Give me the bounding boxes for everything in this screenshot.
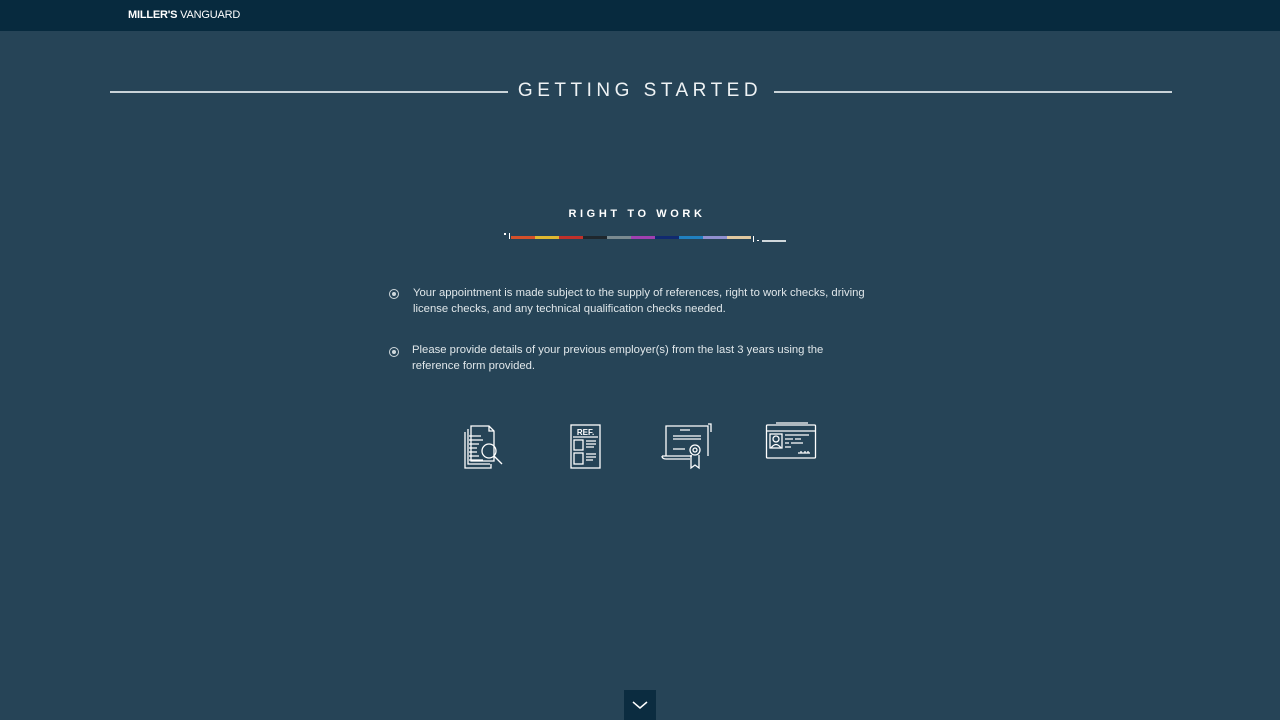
color-bar-segment xyxy=(631,236,655,239)
color-bar-segment xyxy=(559,236,583,239)
chevron-down-icon xyxy=(632,700,648,710)
bar-mark xyxy=(757,240,759,241)
color-bar-segment xyxy=(703,236,727,239)
color-bar-segment xyxy=(511,236,535,239)
color-progress-bar xyxy=(511,236,751,239)
radio-bullet-icon xyxy=(389,347,399,357)
bar-mark xyxy=(509,233,510,239)
color-bar-segment xyxy=(583,236,607,239)
bar-mark xyxy=(753,236,754,242)
bar-mark xyxy=(762,240,786,242)
radio-bullet-icon xyxy=(389,289,399,299)
color-bar-segment xyxy=(535,236,559,239)
reference-form-icon xyxy=(569,424,603,470)
document-search-icon xyxy=(463,422,511,472)
color-bar-segment xyxy=(607,236,631,239)
svg-text:REF.: REF. xyxy=(576,428,595,437)
id-card-icon xyxy=(765,422,817,462)
top-bar xyxy=(0,0,1280,31)
color-bar-segment xyxy=(727,236,751,239)
certificate-icon xyxy=(661,422,713,470)
logo[interactable]: MILLER'S VANGUARD xyxy=(128,9,241,21)
bar-mark xyxy=(504,233,506,235)
color-bar-segment xyxy=(655,236,679,239)
color-bar-segment xyxy=(679,236,703,239)
page-title: GETTING STARTED xyxy=(517,80,763,101)
scroll-down-button[interactable] xyxy=(624,690,656,720)
section-subtitle: RIGHT TO WORK xyxy=(568,208,706,220)
